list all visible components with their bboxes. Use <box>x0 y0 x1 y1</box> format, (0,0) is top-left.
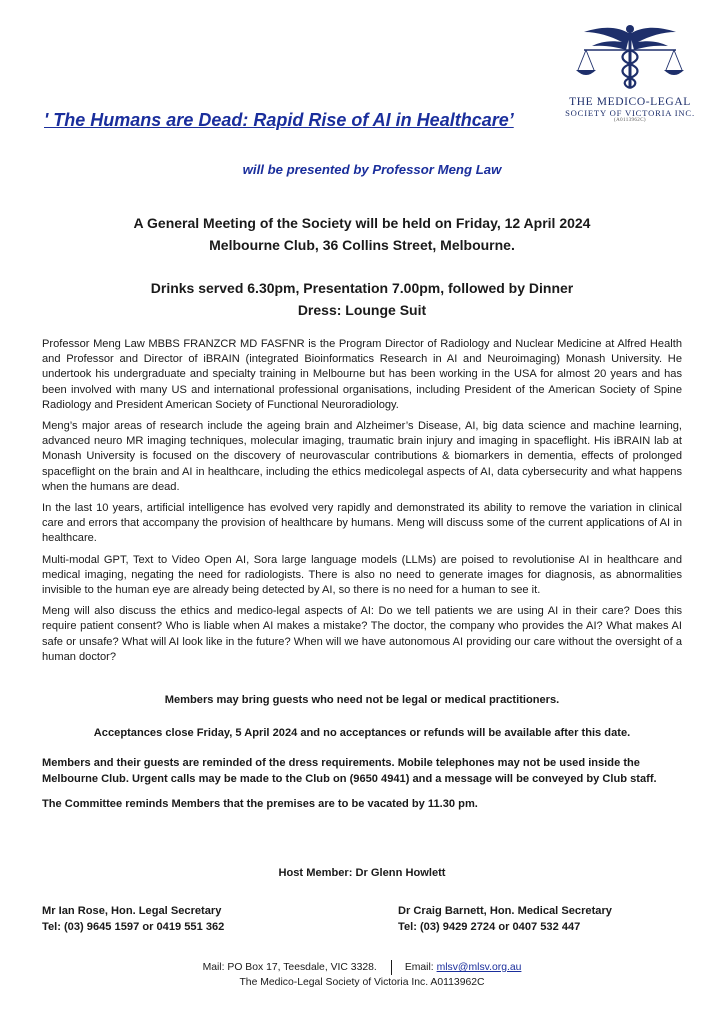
schedule-line: Drinks served 6.30pm, Presentation 7.00pm, followed by Dinner <box>150 280 574 296</box>
host-member: Host Member: Dr Glenn Howlett <box>278 867 446 879</box>
meeting-date-line: A General Meeting of the Society will be held on Friday, 12 April 2024 <box>133 215 591 231</box>
notices <box>42 692 682 812</box>
legal-secretary <box>42 903 224 935</box>
legal-secretary-tel: Tel: (03) 9645 1597 or 0419 551 362 <box>42 921 225 933</box>
meeting-venue-line: Melbourne Club, 36 Collins Street, Melbourne. <box>209 237 515 253</box>
presenter-line <box>0 162 724 177</box>
footer-contact <box>0 960 724 975</box>
meeting-details <box>0 212 724 256</box>
body-paragraph: Professor Meng Law MBBS FRANZCR MD FASFNR is the Program Director of Radiology and Nuclear Medicine at Alfred Health and Professor and Director of iBRAIN (integrated Bioinformatics Research in AI and Neuroimaging) Monash University. He undertook his undergraduate and specialty training in Melbourne but has been working in the USA for almost 20 years and has been involved with many US and international professional organisations, including President of the American Society of Spine Radiology and President American Society of Functional Neuroradiology. <box>42 338 682 411</box>
logo-registration: (A0113962C) <box>614 118 646 123</box>
medical-secretary-tel: Tel: (03) 9429 2724 or 0407 532 447 <box>398 921 581 933</box>
body-paragraph: Meng will also discuss the ethics and medico-legal aspects of AI: Do we tell patients we are using AI in their care? Does this require patient consent? Who is liable when AI makes a mistake? The doctor, the company who provides the AI? What makes AI safe or unsafe? What will AI look like in the future? When will we have autonomous AI providing our care without the oversight of a human doctor? <box>42 605 682 663</box>
guests-notice: Members may bring guests who need not be legal or medical practitioners. <box>164 694 560 706</box>
vacate-notice: The Committee reminds Members that the premises are to be vacated by 11.30 pm. <box>42 798 478 810</box>
event-title: ' The Humans are Dead: Rapid Rise of AI in Healthcare’ <box>44 110 514 130</box>
body-paragraph: Meng’s major areas of research include the ageing brain and Alzheimer’s Disease, AI, big data science and machine learning, advanced neuro MR imaging techniques, molecular imaging, traumatic brain injury and imaging in spaceflight. His iBRAIN lab at Monash University is focused on the discovery of neurovascular contributions & biomarkers in dementia, effects of prolonged spaceflight on the brain and AI in healthcare, including the ethics medicolegal aspects of AI, data cybersecurity and what happens when the humans are dead. <box>42 420 682 493</box>
presenter-text: will be presented by Professor Meng Law <box>242 162 502 177</box>
medical-secretary <box>398 903 612 935</box>
footer-divider <box>391 960 392 975</box>
logo-name: THE MEDICO-LEGAL <box>569 96 691 108</box>
caduceus-scales-icon <box>570 20 690 92</box>
footer-email-label: Email: <box>404 962 434 973</box>
footer-society: The Medico-Legal Society of Victoria Inc. A0113962C <box>239 977 485 988</box>
dress-notice: Members and their guests are reminded of the dress requirements. Mobile telephones may not be used inside the Melbourne Club. Urgent calls may be made to the Club on (9650 4941) and a message will be conveyed by Club staff. <box>42 757 657 785</box>
schedule-details <box>0 277 724 321</box>
footer-mail: Mail: PO Box 17, Teesdale, VIC 3328. <box>202 962 377 973</box>
society-logo <box>560 20 700 135</box>
body-paragraph: In the last 10 years, artificial intelligence has evolved very rapidly and demonstrated its ability to remove the variation in clinical care and errors that accompany the provision of healthcare by humans. Meng will discuss some of the current applications of AI in healthcare. <box>42 502 682 545</box>
legal-secretary-name: Mr Ian Rose, Hon. Legal Secretary <box>42 905 222 917</box>
acceptances-notice: Acceptances close Friday, 5 April 2024 and no acceptances or refunds will be available after this date. <box>93 727 631 739</box>
footer <box>0 960 724 990</box>
footer-email-link[interactable]: mlsv@mlsv.org.au <box>436 962 522 973</box>
speaker-description <box>42 337 682 671</box>
dress-code-line: Dress: Lounge Suit <box>297 302 427 318</box>
body-paragraph: Multi-modal GPT, Text to Video Open AI, Sora large language models (LLMs) are poised to revolutionise AI in healthcare and medical imaging, negating the need for radiologists. There is also no need to generate images for diagnosis, as abnormalities invisible to the human eye are already being detected by AI, so there is no need for a human to see it. <box>42 553 682 597</box>
logo-subname: SOCIETY OF VICTORIA INC. <box>565 108 695 118</box>
medical-secretary-name: Dr Craig Barnett, Hon. Medical Secretary <box>398 905 612 917</box>
